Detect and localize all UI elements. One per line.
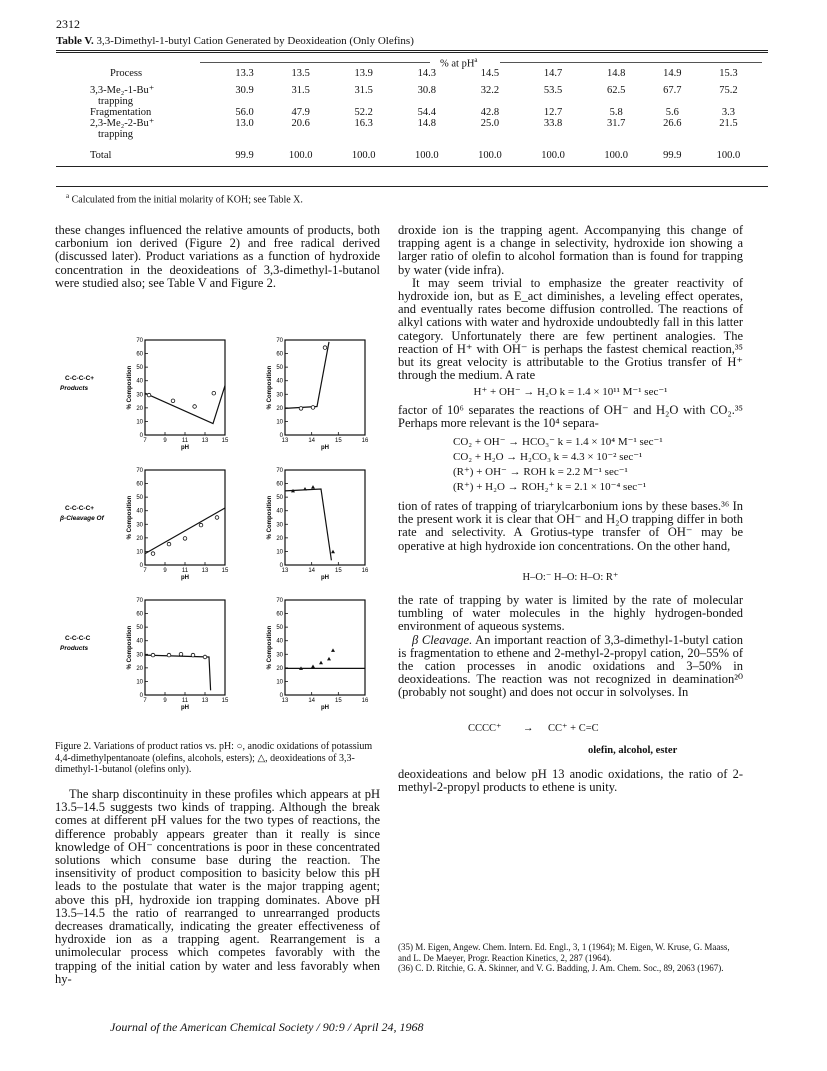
table-cell: 99.9	[235, 150, 254, 161]
table-cell: 100.0	[415, 150, 439, 161]
x-tick-label: 7	[143, 698, 147, 704]
y-tick-label: 30	[136, 652, 143, 659]
x-tick-label: 13	[281, 698, 289, 704]
y-tick-label: 50	[136, 625, 143, 632]
table-cell: 33.8	[543, 118, 563, 129]
x-axis-label: pH	[321, 575, 329, 581]
x-tick-label: 11	[181, 698, 189, 704]
data-point	[151, 552, 155, 556]
y-tick-label: 0	[139, 563, 143, 569]
y-tick-label: 60	[136, 481, 143, 488]
y-tick-label: 10	[136, 679, 143, 686]
y-tick-label: 60	[276, 351, 283, 358]
table-row	[60, 118, 760, 140]
x-tick-label: 16	[361, 568, 369, 574]
table-cell: 26.6	[663, 118, 682, 129]
equation-block	[453, 435, 743, 495]
ph-header: 13.5	[291, 68, 310, 79]
table-cell: 31.5	[291, 85, 310, 96]
y-tick-label: 10	[136, 419, 143, 426]
y-axis-label: % Composition	[127, 625, 133, 670]
row-label: Products	[60, 385, 89, 392]
plot-frame	[145, 340, 225, 435]
y-tick-label: 70	[136, 598, 143, 604]
y-tick-label: 0	[279, 433, 283, 439]
data-point	[327, 657, 331, 661]
row-label: Products	[60, 645, 89, 652]
equation: H⁺ + OH⁻ → H₂O k = 1.4 × 10¹¹ M⁻¹ sec⁻¹	[473, 386, 668, 399]
data-point	[193, 405, 197, 409]
scheme-products: CC⁺ + C=C	[548, 722, 599, 734]
paragraph: tion of rates of trapping of triarylcarbonium ions by these bases.³⁶ In the present work it is clear that OH⁻ and H₂O trapping differ in both rate and selectivity. A Grotius-type transfer of OH⁻ may be operative at high hydroxide ion concentrations. On the other hand,	[398, 499, 743, 553]
ph-header: 14.8	[606, 68, 626, 79]
row-label: 2,3-Me₂-2-Bu⁺ trapping	[90, 118, 155, 140]
data-point	[299, 407, 303, 411]
x-tick-label: 13	[201, 438, 209, 444]
y-tick-label: 30	[276, 392, 283, 399]
process-header: Process	[110, 68, 143, 79]
row-structure: C-C-C-C	[65, 635, 91, 642]
plot-panel	[127, 598, 229, 711]
y-tick-label: 70	[136, 468, 143, 474]
y-tick-label: 20	[276, 535, 283, 542]
trend-line	[145, 655, 211, 690]
table-cell: 47.9	[291, 107, 310, 118]
equation: (R⁺) + H₂O → ROH₂⁺ k = 2.1 × 10⁻⁴ sec⁻¹	[453, 481, 647, 494]
y-tick-label: 30	[136, 392, 143, 399]
plot-panel	[267, 598, 369, 711]
row-structure: C-C-C-C+	[65, 505, 95, 512]
paragraph: the rate of trapping by water is limited by the rate of molecular tumbling of water molecules in the highly hydrogen-bonded environment of aqueous systems.	[398, 593, 743, 634]
right-column	[398, 224, 743, 794]
table-cell: 30.9	[235, 85, 254, 96]
y-tick-label: 20	[276, 405, 283, 412]
y-tick-label: 10	[276, 419, 283, 426]
table-cell: 100.0	[716, 150, 741, 161]
arrow-icon: →	[523, 722, 534, 734]
table-cell: 20.6	[291, 118, 310, 129]
y-tick-label: 70	[136, 338, 143, 344]
x-tick-label: 15	[221, 438, 229, 444]
data-point	[212, 391, 216, 395]
table-cell: 30.8	[417, 85, 437, 96]
y-tick-label: 0	[279, 563, 283, 569]
table-cell: 100.0	[541, 150, 565, 161]
reference: (35) M. Eigen, Angew. Chem. Intern. Ed. Engl., 3, 1 (1964); M. Eigen, W. Kruse, G. Maass, and L. De Maeyer, Progr. Reaction Kinetics, 2, 287 (1964).	[398, 942, 730, 963]
y-tick-label: 50	[276, 495, 283, 502]
data-point	[311, 485, 315, 489]
table-caption-text: 3,3-Dimethyl-1-butyl Cation Generated by Deoxideation (Only Olefins)	[96, 35, 414, 47]
y-tick-label: 50	[136, 365, 143, 372]
paragraph: factor of 10⁶ separates the reactions of OH⁻ and H₂O with CO₂.³⁵ Perhaps more relevant is the 10⁴ separa-	[398, 402, 743, 430]
left-column-body	[55, 788, 380, 986]
table-caption-prefix: Table V.	[56, 35, 94, 47]
figure-2	[55, 335, 390, 735]
data-point	[311, 665, 315, 669]
table-cell: 100.0	[351, 150, 376, 161]
y-tick-label: 60	[276, 481, 283, 488]
table-cell: 67.7	[663, 85, 682, 96]
x-tick-label: 13	[201, 568, 209, 574]
y-tick-label: 10	[136, 549, 143, 556]
data-point	[167, 653, 171, 657]
data-point	[215, 516, 219, 520]
reference: (36) C. D. Ritchie, G. A. Skinner, and V. G. Badding, J. Am. Chem. Soc., 89, 2063 (1967).	[398, 963, 724, 973]
paragraph: It may seem trivial to emphasize the greater reactivity of hydroxide ion, but as E_act diminishes, a leveling effect operates, and eventually rates become diffusion controlled. The reactions of alkyl cations with water and hydroxide undoubtedly fall in this latter category. Unfortunately there are few pertinent analogies. The reaction of H⁺ with OH⁻ is perhaps the fastest chemical reaction,³⁵ but its great velocity is attributable to the Grotius transfer of H⁺ through the medium. A rate	[398, 275, 743, 383]
ph-header: 15.3	[719, 68, 738, 79]
table-cell: 16.3	[354, 118, 373, 129]
y-tick-label: 20	[136, 665, 143, 672]
plot-frame	[145, 600, 225, 695]
x-tick-label: 11	[181, 438, 189, 444]
ph-header: 14.5	[480, 68, 500, 79]
y-tick-label: 70	[276, 468, 283, 474]
y-tick-label: 50	[276, 365, 283, 372]
data-point	[331, 648, 335, 652]
x-tick-label: 16	[361, 438, 369, 444]
x-tick-label: 14	[308, 568, 316, 574]
y-tick-label: 20	[136, 535, 143, 542]
table-cell: 21.5	[719, 118, 738, 129]
left-column-intro	[55, 224, 380, 290]
table-cell: 100.0	[604, 150, 628, 161]
table-cell: 25.0	[480, 118, 500, 129]
y-tick-label: 40	[276, 378, 283, 385]
table-cell: 31.7	[606, 118, 626, 129]
y-tick-label: 30	[136, 522, 143, 529]
y-tick-label: 0	[139, 433, 143, 439]
table-row	[60, 85, 760, 107]
data-point	[191, 653, 195, 657]
table-footnote: $^a$ Calculated from the initial molarity of KOH; see Table X.	[66, 192, 303, 206]
table-cell: 13.0	[235, 118, 254, 129]
data-point	[319, 661, 323, 665]
x-tick-label: 13	[201, 698, 209, 704]
scheme-note: olefin, alcohol, ester	[588, 744, 678, 756]
table-cell: 3.3	[721, 107, 735, 118]
table-cell: 5.6	[665, 107, 679, 118]
x-tick-label: 7	[143, 438, 147, 444]
group-header-sup: a	[474, 56, 478, 64]
x-tick-label: 9	[163, 698, 167, 704]
data-table	[60, 68, 760, 161]
group-header-text: % at pH	[440, 58, 475, 70]
y-tick-label: 60	[276, 611, 283, 618]
plot-frame	[285, 600, 365, 695]
data-point	[331, 550, 335, 554]
y-tick-label: 40	[136, 638, 143, 645]
trend-line	[285, 342, 329, 409]
table-cell: 42.8	[480, 107, 500, 118]
y-tick-label: 40	[136, 378, 143, 385]
ph-header: 14.7	[543, 68, 563, 79]
x-tick-label: 14	[308, 438, 316, 444]
table-cell: 62.5	[606, 85, 626, 96]
y-tick-label: 0	[279, 693, 283, 699]
x-axis-label: pH	[321, 445, 329, 451]
x-tick-label: 7	[143, 568, 147, 574]
x-tick-label: 16	[361, 698, 369, 704]
section-head: β Cleavage.	[412, 632, 473, 647]
trend-line	[285, 489, 331, 560]
y-tick-label: 50	[276, 625, 283, 632]
y-axis-label: % Composition	[127, 365, 133, 410]
data-point	[179, 652, 183, 656]
y-tick-label: 30	[276, 522, 283, 529]
ph-header: 14.3	[417, 68, 437, 79]
y-tick-label: 30	[276, 652, 283, 659]
data-point	[323, 346, 327, 350]
x-tick-label: 9	[163, 568, 167, 574]
references	[398, 942, 743, 974]
table-cell: 99.9	[663, 150, 682, 161]
table-row	[60, 107, 760, 118]
x-tick-label: 15	[334, 698, 342, 704]
journal-footer: Journal of the American Chemical Society / 90:9 / April 24, 1968	[110, 1020, 424, 1034]
total-label: Total	[90, 150, 112, 161]
paragraph: these changes influenced the relative amounts of products, both carbonium ion derived (Figure 2) and free radical derived (discussed later). Product variations as a function of hydroxide concentration in the deoxideations of 3,3-dimethyl-1-butanol were studied also; see Table V and Figure 2.	[55, 223, 380, 290]
table-cell: 14.8	[417, 118, 437, 129]
y-tick-label: 40	[276, 638, 283, 645]
table-cell: 12.7	[543, 107, 563, 118]
y-tick-label: 40	[276, 508, 283, 515]
table-cell: 53.5	[543, 85, 563, 96]
table-total-row	[60, 150, 760, 161]
ph-header: 14.9	[663, 68, 682, 79]
ph-header: 13.9	[354, 68, 373, 79]
data-point	[167, 542, 171, 546]
data-point	[303, 487, 307, 491]
x-tick-label: 15	[221, 698, 229, 704]
x-tick-label: 15	[221, 568, 229, 574]
paragraph: deoxideations and below pH 13 anodic oxidations, the ratio of 2-methyl-2-propyl products to ethene is unity.	[398, 766, 743, 794]
row-structure: C-C-C-C+	[65, 375, 95, 382]
y-axis-label: % Composition	[267, 625, 273, 670]
x-tick-label: 14	[308, 698, 316, 704]
table-cell: 100.0	[288, 150, 313, 161]
plot-frame	[285, 340, 365, 435]
equation: CO₂ + H₂O → H₂CO₃ k = 4.3 × 10⁻² sec⁻¹	[453, 451, 643, 464]
table-cell: 100.0	[478, 150, 502, 161]
ph-header: 13.3	[235, 68, 254, 79]
data-point	[147, 393, 151, 397]
table-cell: 54.4	[417, 107, 437, 118]
row-label: 3,3-Me₂-1-Bu⁺ trapping	[90, 85, 155, 107]
x-axis-label: pH	[181, 575, 189, 581]
y-tick-label: 60	[136, 351, 143, 358]
grotius-structure: H–O:⁻ H–O: H–O: R⁺	[522, 571, 619, 583]
y-axis-label: % Composition	[127, 495, 133, 540]
equation: (R⁺) + OH⁻ → ROH k = 2.2 M⁻¹ sec⁻¹	[453, 466, 628, 479]
paragraph: The sharp discontinuity in these profiles which appears at pH 13.5–14.5 suggests two kinds of trapping. Although the break comes at different pH values for the two types of reactions, the difference probably appears greater than it really is since knowledge of OH⁻ concentrations is poor in these concentrated solutions which consume base during the reaction. The insensitivity of product composition to basicity below this pH leads to the postulate that water is the major trapping agent; above this pH, hydroxide ion trapping dominates. Above pH 13.5–14.5 the ratio of rearranged to unrearranged products decreases dramatically, indicating the greater effectiveness of hydroxide ion as a trapping agent. Rearrangement is a unimolecular process which competes favorably with the trapping of the initial cation by water and less favorably when hy-	[55, 787, 380, 986]
table-cell: 56.0	[235, 107, 254, 118]
x-tick-label: 13	[281, 438, 289, 444]
paragraph: droxide ion is the trapping agent. Accompanying this change of trapping agent is a change in selectivity, hydroxide ion showing a larger ratio of olefin to alcohol formation than is found for trapping by water (vide infra).	[398, 223, 743, 277]
x-axis-label: pH	[181, 705, 189, 711]
paragraph: β Cleavage. An important reaction of 3,3-dimethyl-1-butyl cation is fragmentation to ethene and 2-methyl-2-propyl cation, 20–55% of the cation processes in anodic oxidations and 3–50% in deoxideations. The reaction was not recognized in deamination²⁰ (probably not sought) and does not occur in solvolyses. In	[398, 632, 743, 700]
y-tick-label: 10	[276, 679, 283, 686]
y-tick-label: 70	[276, 598, 283, 604]
plot-panel	[127, 468, 229, 581]
x-axis-label: pH	[321, 705, 329, 711]
plot-panel	[267, 338, 369, 451]
table-cell: 75.2	[719, 85, 738, 96]
cleavage-scheme	[468, 708, 743, 762]
row-label: β-Cleavage Of	[60, 515, 104, 522]
data-point	[151, 653, 155, 657]
y-tick-label: 40	[136, 508, 143, 515]
x-tick-label: 9	[163, 438, 167, 444]
y-tick-label: 20	[276, 665, 283, 672]
y-tick-label: 20	[136, 405, 143, 412]
y-tick-label: 50	[136, 495, 143, 502]
table-cell: 52.2	[354, 107, 373, 118]
y-tick-label: 60	[136, 611, 143, 618]
table-cell: 5.8	[609, 107, 623, 118]
trend-line	[145, 508, 225, 554]
data-point	[171, 399, 175, 403]
plot-panel	[267, 468, 369, 581]
plot-panel	[127, 338, 229, 451]
x-tick-label: 13	[281, 568, 289, 574]
plot-frame	[145, 470, 225, 565]
figure-caption: Figure 2. Variations of product ratios vs. pH: ○, anodic oxidations of potassium 4,4-dimethylpentanoate (olefins, alcohols, esters); △, deoxideations of 3,3-dimethyl-1-butanol (olefins only).	[55, 741, 373, 775]
data-point	[183, 537, 187, 541]
y-tick-label: 10	[276, 549, 283, 556]
y-axis-label: % Composition	[267, 365, 273, 410]
data-point	[311, 406, 315, 410]
y-axis-label: % Composition	[267, 495, 273, 540]
row-label: Fragmentation	[90, 107, 152, 118]
x-axis-label: pH	[181, 445, 189, 451]
x-tick-label: 15	[334, 568, 342, 574]
table-cell: 32.2	[480, 85, 500, 96]
table-caption	[56, 35, 414, 47]
page-number: 2312	[56, 17, 80, 31]
data-point	[199, 523, 203, 527]
equation: CO₂ + OH⁻ → HCO₃⁻ k = 1.4 × 10⁴ M⁻¹ sec⁻¹	[453, 436, 663, 449]
table-cell: 31.5	[354, 85, 373, 96]
y-tick-label: 70	[276, 338, 283, 344]
x-tick-label: 15	[334, 438, 342, 444]
scheme-reactant: CCCC⁺	[468, 722, 502, 734]
x-tick-label: 11	[181, 568, 189, 574]
y-tick-label: 0	[139, 693, 143, 699]
data-point	[203, 655, 207, 659]
table-header-row	[60, 68, 760, 79]
